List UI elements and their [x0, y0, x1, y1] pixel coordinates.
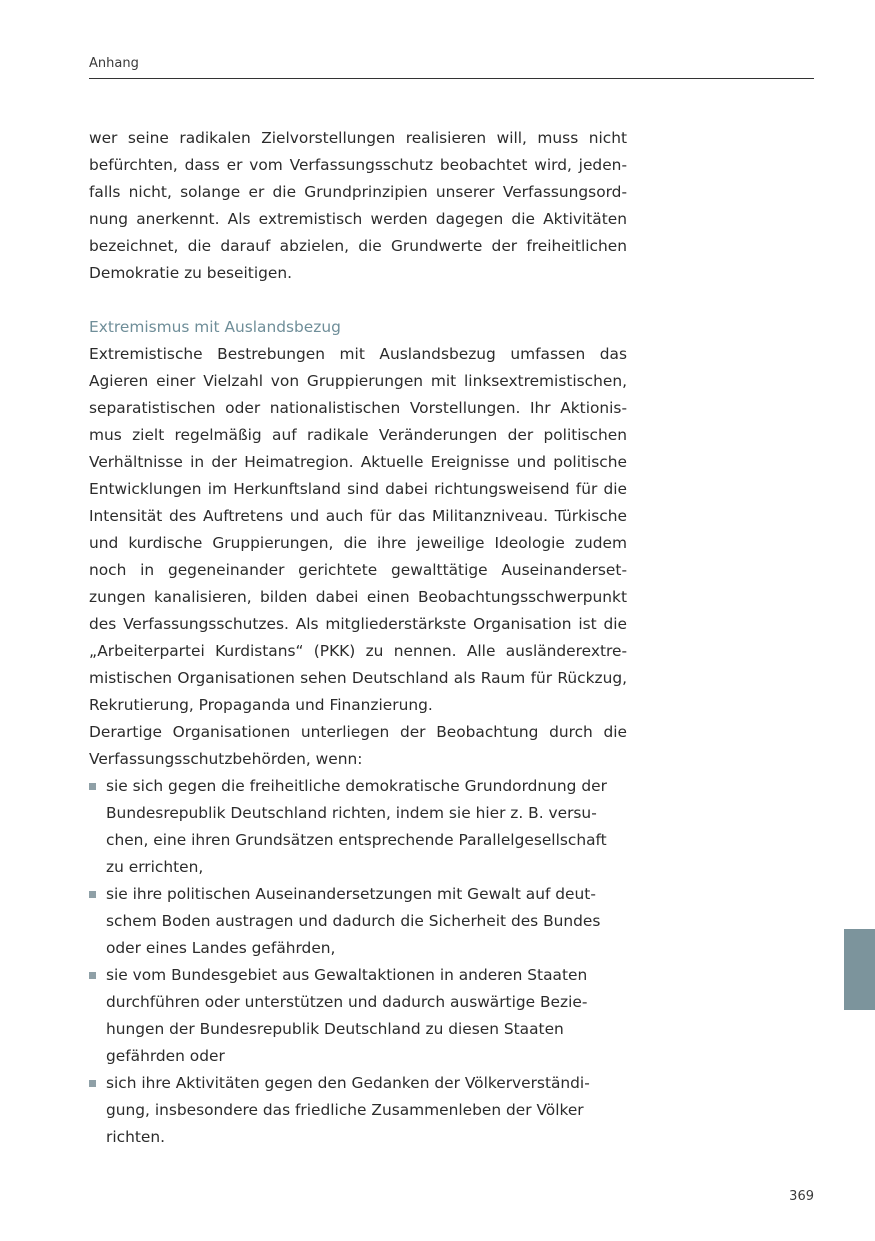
bullet-item [89, 962, 627, 1070]
square-bullet-icon [89, 891, 96, 898]
bullet-text: sie sich gegen die freiheitliche demokratische Grundordnung der Bundesrepublik Deutschland richten, indem sie hier z. B. versuchen, eine ihren Grundsätzen entsprechende Parallelgesellschaft zu errichten, [106, 777, 607, 876]
header-rule [89, 78, 814, 79]
section-heading: Extremismus mit Auslandsbezug [89, 318, 341, 336]
square-bullet-icon [89, 1080, 96, 1087]
bullet-item [89, 881, 627, 962]
bullet-text: sie vom Bundesgebiet aus Gewaltaktionen in anderen Staaten durchführen oder unterstützen und dadurch auswärtige Beziehungen der Bundesrepublik Deutschland zu diesen Staaten gefährden oder [106, 966, 588, 1065]
page-body [89, 125, 627, 1151]
intro-paragraph: wer seine radikalen Zielvorstellungen realisieren will, muss nicht befürchten, dass er vom Verfassungsschutz beobachtet wird, jedenfalls nicht, solange er die Grundprinzipien unserer Verfassungsordnung anerkennt. Als extremistisch werden dagegen die Aktivitäten bezeichnet, die darauf abzielen, die Grundwerte der freiheitlichen Demokratie zu beseitigen. [89, 129, 627, 282]
section-paragraph: Extremistische Bestrebungen mit Auslandsbezug umfassen das Agieren einer Vielzahl von Gruppierungen mit linksextremistischen, separatistischen oder nationalistischen Vorstellungen. Ihr Aktionismus zielt regelmäßig auf radikale Veränderungen der politischen Verhältnisse in der Heimatregion. Aktuelle Ereignisse und politische Entwicklungen im Herkunftsland sind dabei richtungsweisend für die Intensität des Auftretens und auch für das Militanzniveau. Türkische und kurdische Gruppierungen, die ihre jeweilige Ideologie zudem noch in gegeneinander gerichtete gewalttätige Auseinandersetzungen kanalisieren, bilden dabei einen Beobachtungsschwerpunkt des Verfassungsschutzes. Als mitgliederstärkste Organisation ist die „Arbeiterpartei Kurdistans“ (PKK) zu nennen. Alle ausländerextremistischen Organisationen sehen Deutschland als Raum für Rückzug, Rekrutierung, Propaganda und Finanzierung. [89, 345, 627, 714]
page-number: 369 [789, 1189, 814, 1204]
bullet-item [89, 1070, 627, 1151]
bullet-text: sich ihre Aktivitäten gegen den Gedanken der Völkerverständigung, insbesondere das friedliche Zusammenleben der Völker richten. [106, 1074, 590, 1146]
bullet-item [89, 773, 627, 881]
bullet-list [89, 773, 627, 1151]
square-bullet-icon [89, 783, 96, 790]
bullet-text: sie ihre politischen Auseinandersetzungen mit Gewalt auf deutschem Boden austragen und dadurch die Sicherheit des Bundes oder eines Landes gefährden, [106, 885, 601, 957]
section-paragraph: Derartige Organisationen unterliegen der Beobachtung durch die Verfassungsschutzbehörden, wenn: [89, 723, 627, 768]
chapter-thumb-tab [844, 929, 875, 1010]
running-title: Anhang [89, 56, 139, 71]
square-bullet-icon [89, 972, 96, 979]
